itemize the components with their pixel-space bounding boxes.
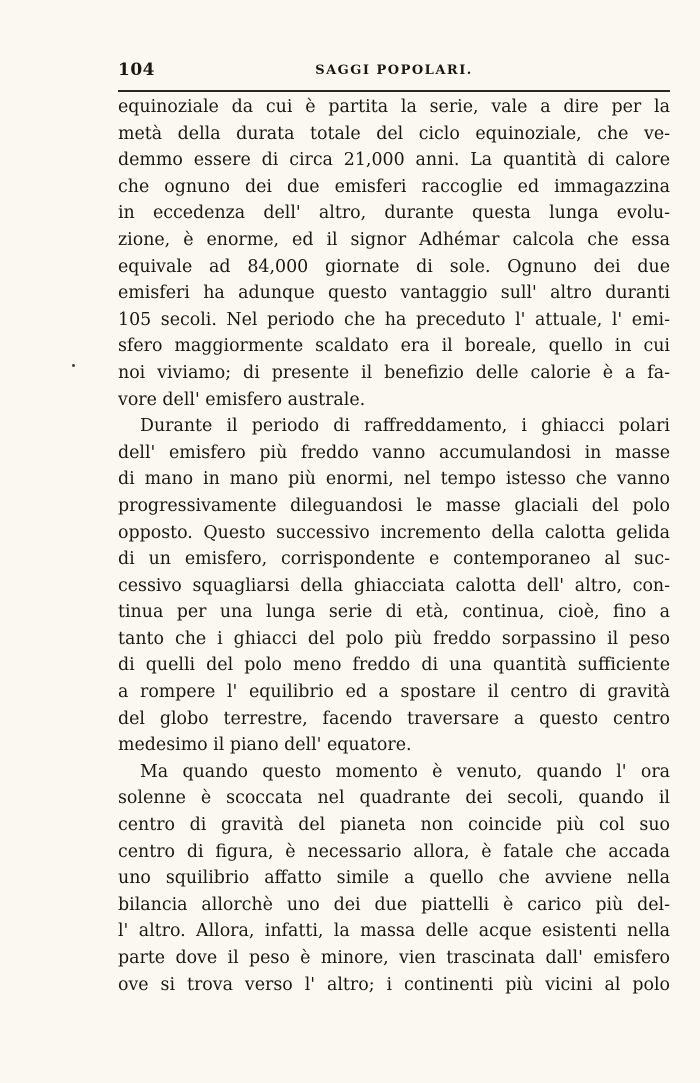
text-line: l' altro. Allora, infatti, la massa delle acque esistenti nella: [118, 921, 670, 942]
text-line: che ognuno dei due emisferi raccoglie ed immagazzina: [118, 176, 670, 197]
text-line: centro di figura, è necessario allora, è fatale che accada: [118, 841, 670, 862]
header-rule: [118, 90, 670, 92]
page-number: 104: [118, 60, 155, 80]
text-line: centro di gravità del pianeta non coincide più col suo: [118, 815, 670, 836]
text-line: ove si trova verso l' altro; i continenti più vicini al polo: [118, 974, 670, 995]
running-head: SAGGI POPOLARI.: [315, 63, 473, 78]
text-line: emisferi ha adunque questo vantaggio sull' altro duranti: [118, 283, 670, 304]
text-line: equinoziale da cui è partita la serie, vale a dire per la: [118, 97, 670, 117]
text-line: noi viviamo; di presente il benefizio delle calorie è a fa-: [118, 362, 670, 383]
text-line: dell' emisfero più freddo vanno accumulandosi in masse: [118, 442, 670, 463]
text-line: opposto. Questo successivo incremento della calotta gelida: [118, 522, 670, 543]
text-line: sfero maggiormente scaldato era il boreale, quello in cui: [118, 336, 670, 357]
text-line: tinua per una lunga serie di età, continua, cioè, fino a: [118, 602, 670, 623]
text-line: Durante il periodo di raffreddamento, i ghiacci polari: [140, 416, 670, 437]
text-line: di mano in mano più enormi, nel tempo istesso che vanno: [118, 469, 670, 490]
body-text: [118, 94, 670, 998]
text-line: 105 secoli. Nel periodo che ha preceduto l' attuale, l' emi-: [118, 309, 670, 330]
text-line: di un emisfero, corrispondente e contemporaneo al suc-: [118, 549, 670, 570]
text-line: progressivamente dileguandosi le masse glaciali del polo: [118, 495, 670, 516]
margin-speck: [72, 364, 75, 367]
text-line: uno squilibrio affatto simile a quello che avviene nella: [118, 868, 670, 889]
text-line: medesimo il piano dell' equatore.: [118, 735, 412, 756]
text-line: vore dell' emisfero australe.: [118, 389, 366, 410]
page-header: [118, 58, 670, 86]
text-line: equivale ad 84,000 giornate di sole. Ognuno dei due: [118, 256, 670, 277]
text-line: in eccedenza dell' altro, durante questa lunga evolu-: [118, 203, 670, 224]
text-line: a rompere l' equilibrio ed a spostare il centro di gravità: [118, 682, 670, 703]
text-line: bilancia allorchè uno dei due piattelli è carico più del-: [118, 894, 670, 915]
text-line: Ma quando questo momento è venuto, quando l' ora: [140, 761, 670, 782]
text-line: cessivo squagliarsi della ghiacciata calotta dell' altro, con-: [118, 575, 670, 596]
text-line: del globo terrestre, facendo traversare a questo centro: [118, 708, 670, 729]
text-line: metà della durata totale del ciclo equinoziale, che ve-: [118, 123, 670, 144]
text-line: demmo essere di circa 21,000 anni. La quantità di calore: [118, 150, 670, 171]
text-line: parte dove il peso è minore, vien trascinata dall' emisfero: [118, 948, 670, 968]
text-line: solenne è scoccata nel quadrante dei secoli, quando il: [118, 788, 670, 809]
text-line: zione, è enorme, ed il signor Adhémar calcola che essa: [118, 229, 670, 250]
text-line: tanto che i ghiacci del polo più freddo sorpassino il peso: [118, 628, 670, 649]
text-line: di quelli del polo meno freddo di una quantità sufficiente: [118, 655, 670, 676]
